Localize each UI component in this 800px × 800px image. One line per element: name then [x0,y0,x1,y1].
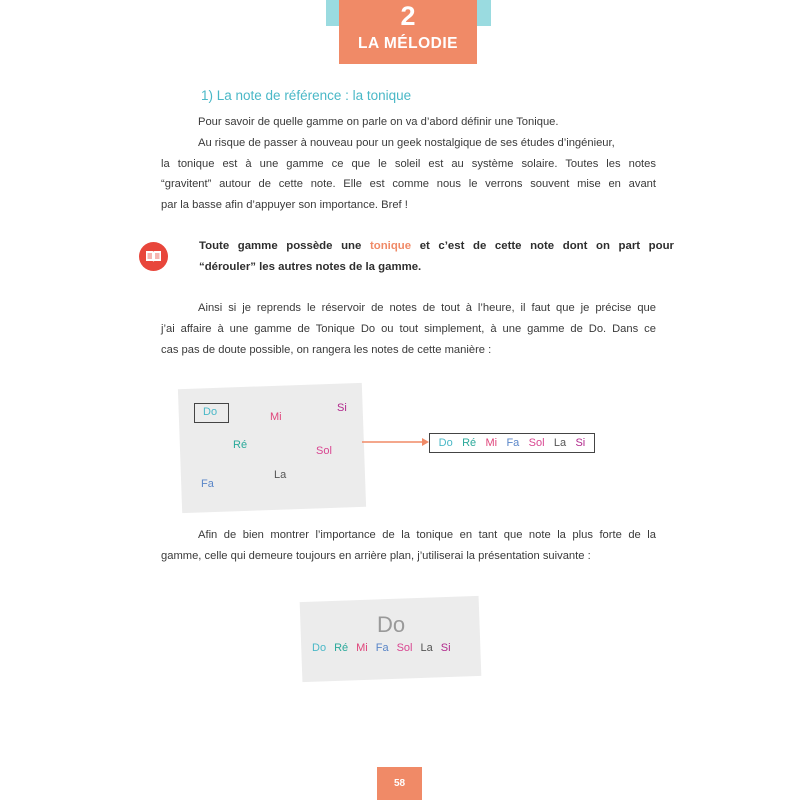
tonic-label: Do [376,612,406,637]
paragraph-line: la tonique est à une gamme ce que le soleil est au système solaire. Toutes les notes [161,157,656,170]
callout-line: “dérouler” les autres notes de la gamme. [199,261,422,273]
note-do: Do [203,406,218,418]
scale-note: Ré [462,437,477,449]
paragraph-presentation [161,525,656,567]
paragraph-line: gamme, celle qui demeure toujours en arrière plan, j’utiliserai la présentation suivante : [161,549,591,562]
paragraph-line: par la basse afin d’appuyer son importance. Bref ! [161,199,408,212]
note-re: Ré [233,439,248,451]
scale-note: Sol [528,437,545,449]
note-fa: Fa [201,478,214,490]
chapter-header [339,0,477,64]
scale-note: Fa [506,437,520,449]
note-la: La [274,469,287,481]
note-si: Si [337,402,347,414]
book-icon [139,242,168,271]
paragraph-line: Au risque de passer à nouveau pour un geek nostalgique de ses études d’ingénieur, [198,136,615,149]
chapter-title: LA MÉLODIE [357,35,458,52]
paragraph-line: cas pas de doute possible, on rangera les notes de cette manière : [161,343,492,356]
page-number: 58 [377,767,422,800]
tonic-scale-row [312,642,451,654]
scale-note: Mi [356,642,368,654]
scale-note: La [553,437,567,449]
scale-note: Ré [334,642,349,654]
section-title: 1) La note de référence : la tonique [201,88,412,103]
note-sol: Sol [316,445,332,457]
callout-line: Toute gamme possède une tonique et c’est de cette note dont on part pour [199,240,674,252]
ordered-scale-box [429,433,595,453]
chapter-number: 2 [400,1,416,31]
paragraph-line: Afin de bien montrer l’importance de la tonique en tant que note la plus forte de la [198,529,656,541]
tonic-presentation-card [300,596,482,682]
scale-note: Do [312,642,327,654]
paragraph-line: Ainsi si je reprends le réservoir de notes de tout à l’heure, il faut que je précise que [198,302,656,314]
key-point-callout [199,236,674,278]
paragraph-line: j’ai affaire à une gamme de Tonique Do ou tout simplement, à une gamme de Do. Dans ce [161,322,656,335]
paragraph-scale [161,298,656,360]
scale-note: Si [440,642,451,654]
paragraph-intro [161,112,656,216]
highlight-word: tonique [369,240,412,252]
scale-note: Do [438,437,453,449]
scale-note: Sol [396,642,413,654]
scale-note: La [420,642,433,654]
paragraph-line: Pour savoir de quelle gamme on parle on va d’abord définir une Tonique. [198,116,559,128]
scale-note: Si [575,437,586,449]
scale-note: Fa [375,642,389,654]
scale-note: Mi [485,437,498,449]
arrow-right-icon [362,436,430,448]
note-mi: Mi [270,411,282,423]
paragraph-line: “gravitent” autour de cette note. Elle est comme nous le verrons souvent mise en avant [161,178,656,191]
